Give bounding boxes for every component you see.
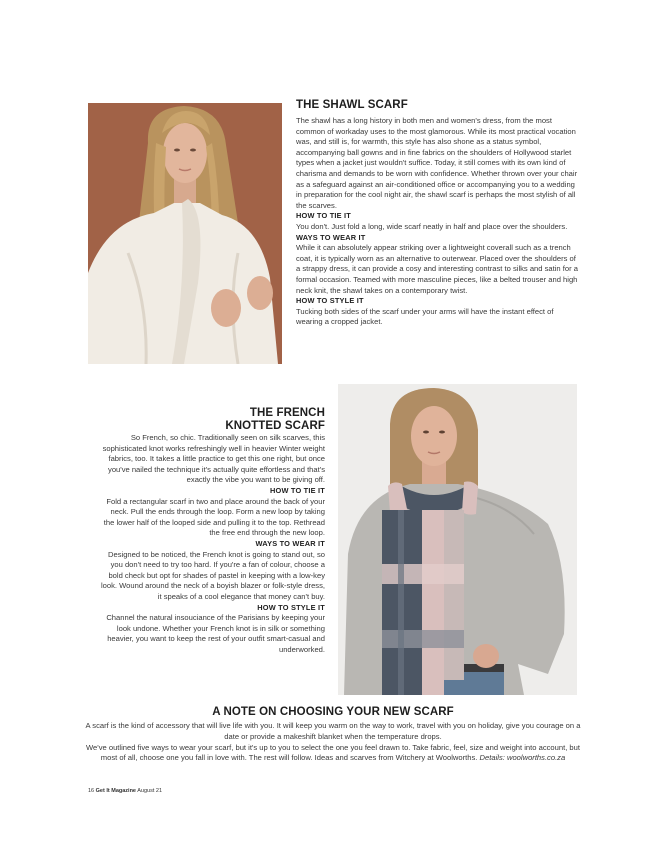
shawl-scarf-photo: [88, 103, 282, 364]
page-footer: [88, 788, 162, 794]
french-wear-text: Designed to be noticed, the French knot is going to stand out, so you don't need to try too hard. If you're a fan of colour, choose a bold check but opt for shades of pastel in keeping with a low-key look. Wound around the neck of a boyish blazer or folk-style dress, it speaks of a cool elegance that money can't buy.: [101, 549, 325, 601]
french-knot-section: [100, 407, 325, 655]
shawl-scarf-title: THE SHAWL SCARF: [296, 99, 408, 111]
french-knot-title-line1: THE FRENCH: [249, 407, 325, 419]
french-wear-heading: WAYS TO WEAR IT: [255, 538, 325, 548]
shawl-wear-text: While it can absolutely appear striking over a lightweight coverall such as a trench coat, it is typically worn as an alternative to outerwear. Placed over the shoulders of a strappy dress, it can provide a cosy and interesting contrast to silks and satin for a formal occasion. Teamed with more masculine pieces, like a belted trouser and high neck knit, the shawl takes on a contemporary twist.: [296, 243, 578, 295]
choosing-note-title: A NOTE ON CHOOSING YOUR NEW SCARF: [212, 706, 454, 718]
choosing-note-para2: [80, 743, 586, 765]
french-knot-title-line2: KNOTTED SCARF: [225, 419, 325, 432]
shawl-scarf-section: [296, 99, 582, 328]
choosing-note-para2-text: We've outlined five ways to wear your scarf, but it's up to you to select the one you feel drawn to. Take fabric, feel, size and weight into account, but most of all, choose one you fall in love with. The rest will follow. Ideas and scarves from Witchery at Woolworths.: [86, 742, 580, 763]
shawl-tie-heading: HOW TO TIE IT: [296, 211, 352, 221]
issue-date: August 21: [137, 788, 163, 794]
french-style-heading: HOW TO STYLE IT: [257, 602, 325, 612]
french-knot-title: [100, 407, 325, 432]
shawl-style-heading: HOW TO STYLE IT: [296, 296, 364, 306]
shawl-wear-heading: WAYS TO WEAR IT: [296, 232, 366, 242]
shawl-style-text: Tucking both sides of the scarf under your arms will have the instant effect of wearing a cropped jacket.: [296, 306, 554, 327]
shawl-intro: The shawl has a long history in both men and women's dress, from the most common of workaday uses to the most glamorous. While its most practical vocation was, and still is, for warmth, this style has also shone as a status symbol, accompanying ball gowns and in fine fabrics on the shoulders of Hollywood starlet types when a jacket just wouldn't suffice. Today, it still comes with its own kind of charisma and demands to be worn with confidence. Whether thrown over your chair as a safeguard against an air-conditioned office or accompanying you to a wedding in preparation for the cool night air, the shawl scarf is perhaps the most stylish of all the scarves.: [296, 116, 578, 210]
details-link[interactable]: Details: woolworths.co.za: [479, 753, 566, 763]
page-number: 16: [88, 788, 95, 794]
choosing-note-section: [80, 706, 586, 764]
french-intro: So French, so chic. Traditionally seen on silk scarves, this sophisticated knot works refreshingly well in heavier Winter weight fabrics, too. It takes a little practice to get this one right, but once you've nailed the technique it's actually quite effortless and that's exactly the vibe you want to be giving off.: [102, 433, 325, 485]
french-knot-scarf-photo: [338, 384, 577, 695]
french-tie-heading: HOW TO TIE IT: [269, 485, 325, 495]
french-style-text: Channel the natural insouciance of the Parisians by keeping your look undone. Whether your French knot is in silk or something heavier, you want to keep the rest of your outfit smart-casual and underworked.: [106, 613, 325, 654]
shawl-tie-text: You don't. Just fold a long, wide scarf neatly in half and place over the shoulders.: [296, 221, 568, 231]
choosing-note-para1: A scarf is the kind of accessory that will live life with you. It will keep you warm on the way to work, travel with you on holiday, give you courage on a date or provide a makeshift blanket when the temperature drops.: [85, 721, 581, 741]
french-tie-text: Fold a rectangular scarf in two and place around the back of your neck. Pull the ends through the loop. Form a new loop by taking the lower half of the looped side and pulling it to the top. Rethread the free end through the new loop.: [103, 496, 325, 538]
magazine-name: Get It Magazine: [95, 788, 136, 794]
